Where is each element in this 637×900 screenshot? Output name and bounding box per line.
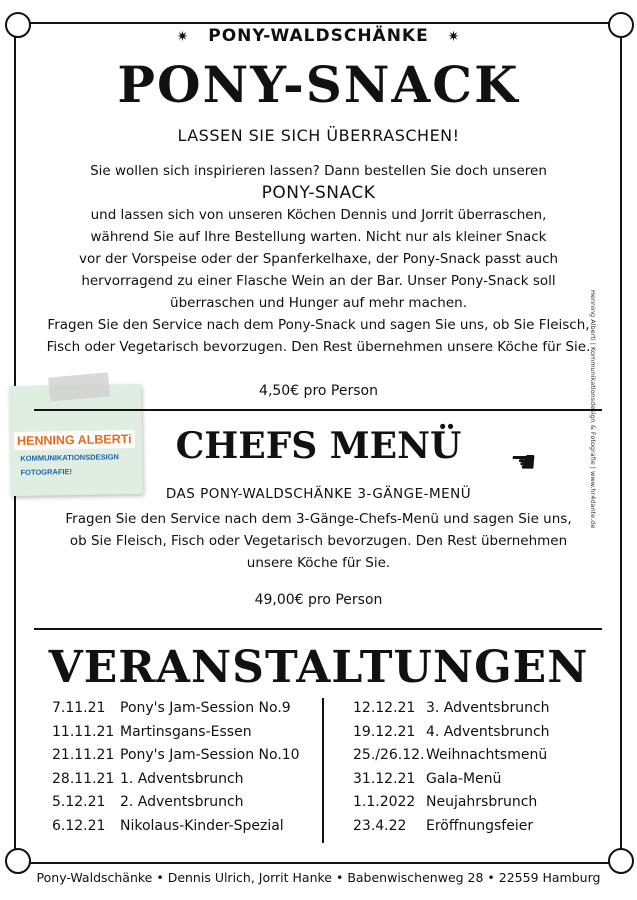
event-date: 28.11.21 [52, 770, 115, 787]
pointing-hand-icon: ☚ [510, 445, 537, 480]
event-row [52, 700, 317, 724]
event-name: 3. Adventsbrunch [426, 700, 550, 716]
event-name: Nikolaus-Kinder-Spezial [120, 817, 284, 834]
chefs-description [30, 508, 607, 574]
sticker-subtitle-2: FOTOGRAFIE! [20, 467, 73, 477]
event-row [353, 794, 613, 818]
event-name: Gala-Menü [426, 770, 502, 787]
section-divider [34, 409, 602, 411]
snack-title: PONY-SNACK [117, 55, 520, 114]
event-row [52, 724, 317, 748]
snack-tagline: LASSEN SIE SICH ÜBERRASCHEN! [177, 126, 460, 145]
event-date: 11.11.21 [52, 723, 115, 740]
chefs-price: 49,00€ pro Person [254, 592, 383, 608]
event-row [353, 818, 613, 842]
event-row [52, 771, 317, 795]
event-date: 25./26.12. [353, 747, 425, 763]
events-column-left [52, 700, 317, 841]
event-name: Eröffnungsfeier [426, 817, 534, 834]
event-row [52, 818, 317, 842]
event-name: Pony's Jam-Session No.10 [120, 747, 300, 763]
chefs-line-1: Fragen Sie den Service nach dem 3-Gänge-Chefs-Menü und sagen Sie uns, [65, 511, 572, 527]
venue-name: PONY-WALDSCHÄNKE [202, 26, 434, 46]
snack-line-2: und lassen sich von unseren Köchen Dennis und Jorrit überraschen, [90, 207, 547, 223]
snack-highlight: PONY-SNACK [261, 183, 376, 203]
event-row [353, 724, 613, 748]
event-date: 5.12.21 [52, 794, 106, 810]
snack-line-7: Fragen Sie den Service nach dem Pony-Snack und sagen Sie uns, ob Sie Fleisch, [47, 317, 590, 333]
snack-price: 4,50€ pro Person [259, 383, 378, 399]
event-row [52, 747, 317, 771]
snack-line-3: während Sie auf Ihre Bestellung warten. Nicht nur als kleiner Snack [90, 229, 547, 245]
snack-line-8: Fisch oder Vegetarisch bevorzugen. Den Rest übernehmen unsere Köche für Sie. [46, 339, 591, 355]
events-column-right [353, 700, 613, 841]
chefs-line-2: ob Sie Fleisch, Fisch oder Vegetarisch bevorzugen. Den Rest übernehmen [69, 533, 568, 549]
event-date: 6.12.21 [52, 817, 106, 834]
events-column-divider [322, 698, 324, 843]
event-row [353, 747, 613, 771]
snack-description [30, 160, 607, 358]
event-row [353, 771, 613, 795]
event-date: 23.4.22 [353, 817, 407, 834]
event-name: Neujahrsbrunch [426, 794, 538, 810]
snack-line-5: hervorragend zu einer Flasche Wein an der Bar. Unser Pony-Snack soll [81, 273, 556, 289]
event-date: 1.1.2022 [353, 794, 416, 810]
event-row [353, 700, 613, 724]
footer-address: Pony-Waldschänke • Dennis Ulrich, Jorrit Hanke • Babenwischenweg 28 • 22559 Hamburg [36, 870, 601, 885]
snack-line-6: überraschen und Hunger auf mehr machen. [170, 295, 467, 311]
snack-line-1: Sie wollen sich inspirieren lassen? Dann bestellen Sie doch unseren [90, 163, 547, 179]
event-name: 1. Adventsbrunch [120, 770, 244, 787]
chefs-title: CHEFS MENÜ [175, 425, 462, 467]
event-name: Weihnachtsmenü [426, 747, 548, 763]
event-name: Pony's Jam-Session No.9 [120, 700, 291, 716]
event-date: 21.11.21 [52, 747, 115, 763]
event-date: 7.11.21 [52, 700, 106, 716]
section-divider [34, 628, 602, 630]
event-name: 4. Adventsbrunch [426, 723, 550, 740]
snack-line-4: vor der Vorspeise oder der Spanferkelhaxe, der Pony-Snack passt auch [78, 251, 559, 267]
event-date: 12.12.21 [353, 700, 416, 716]
chefs-subtitle: DAS PONY-WALDSCHÄNKE 3-GÄNGE-MENÜ [165, 486, 472, 502]
star-icon: ✷ [442, 29, 467, 45]
sticker-name: HENNING ALBERTi [14, 430, 135, 450]
tape-strip [48, 372, 110, 401]
venue-header [0, 26, 637, 46]
event-date: 19.12.21 [353, 723, 416, 740]
event-name: Martinsgans-Essen [120, 723, 252, 740]
event-row [52, 794, 317, 818]
event-name: 2. Adventsbrunch [120, 794, 244, 810]
event-date: 31.12.21 [353, 770, 416, 787]
chefs-line-3: unsere Köche für Sie. [246, 555, 391, 571]
events-title: VERANSTALTUNGEN [48, 642, 589, 693]
star-icon: ✷ [171, 29, 196, 45]
sticker-subtitle: KOMMUNIKATIONSDESIGN [20, 452, 120, 463]
